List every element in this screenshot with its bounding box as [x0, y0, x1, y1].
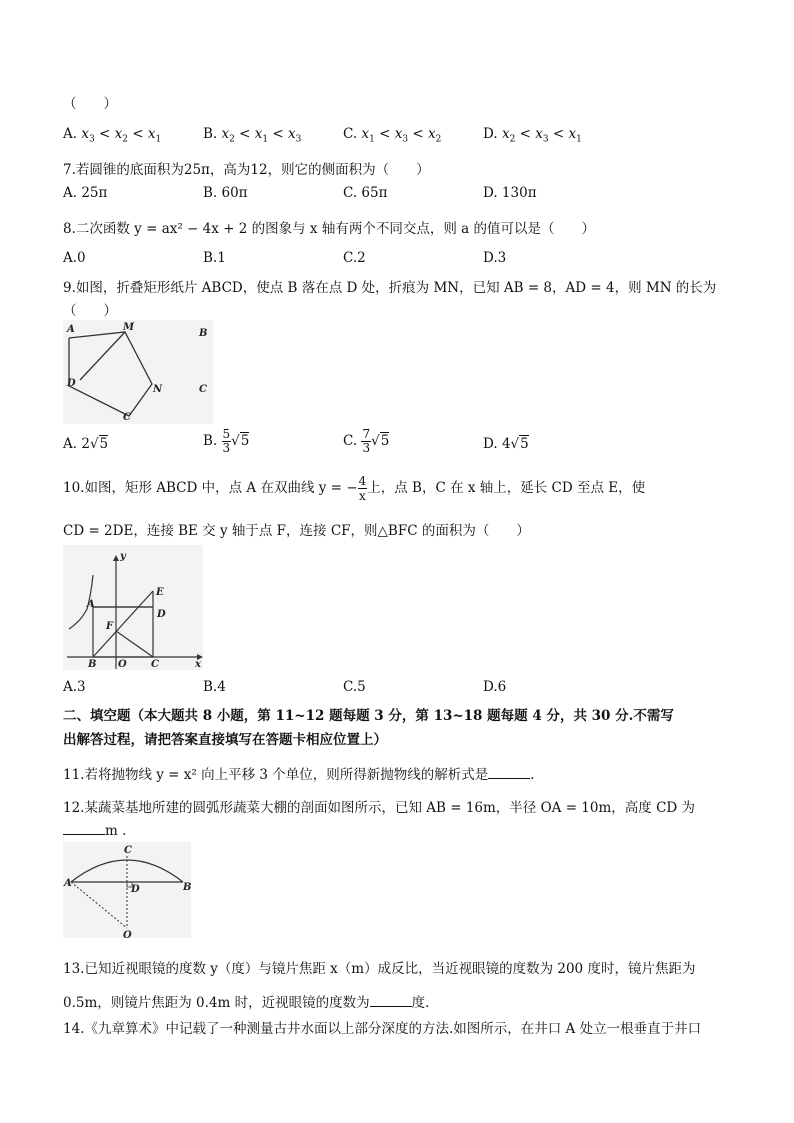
- option-c: C. $\frac{7}{3}$ √5: [343, 427, 390, 455]
- numerator: 4: [358, 474, 367, 488]
- variable: x: [147, 126, 156, 142]
- option-b: B. $\frac{5}{3}$ √5: [203, 427, 250, 455]
- question-13-stem: 13.已知近视眼镜的度数 y（度）与镜片焦距 x（m）成反比，当近视眼镜的度数为 200 度时，镜片焦距为: [63, 961, 696, 977]
- radicand: 5: [520, 436, 529, 452]
- label-a: A: [64, 878, 72, 889]
- subscript: 2: [122, 134, 128, 145]
- answer-blank[interactable]: [488, 766, 530, 779]
- option-label: B.: [203, 126, 222, 142]
- radicand: 5: [240, 433, 250, 449]
- option-b: B.4: [203, 679, 226, 695]
- subscript: 1: [262, 134, 269, 145]
- variable: x: [535, 126, 543, 142]
- question-7-stem: 7.若圆锥的底面积为25π，高为12，则它的侧面积为（ ）: [63, 162, 430, 178]
- label-f: F: [106, 621, 114, 632]
- variable: x: [81, 126, 89, 142]
- radicand: 5: [99, 436, 109, 452]
- subscript: 1: [369, 134, 375, 145]
- fraction: [222, 428, 232, 455]
- question-13-line2: [63, 991, 429, 1011]
- subscript: 2: [229, 134, 235, 145]
- less-than-sign: <: [408, 126, 428, 142]
- question-10-stem-line2: CD = 2DE，连接 BE 交 y 轴于点 F，连接 CF，则△BFC 的面积为（ ）: [63, 523, 530, 539]
- label-o: O: [123, 930, 132, 941]
- numerator: 5: [222, 427, 231, 441]
- question-6-paren: （ ）: [63, 96, 117, 112]
- variable: x: [361, 126, 370, 142]
- subscript: 3: [295, 134, 302, 145]
- label-m: M: [123, 322, 135, 333]
- section-2-header-line2: 出解答过程，请把答案直接填写在答题卡相应位置上）: [63, 732, 387, 748]
- variable: x: [221, 126, 230, 142]
- option-label: D.: [483, 436, 502, 452]
- stem-part-b: 上，点 B，C 在 x 轴上，延长 CD 至点 E，使: [367, 480, 646, 496]
- label-c: C: [151, 659, 159, 670]
- label-d: D: [157, 609, 166, 620]
- answer-blank[interactable]: [63, 822, 105, 835]
- coefficient: 2: [81, 436, 90, 452]
- question-9-stem: 9.如图，折叠矩形纸片 ABCD，使点 B 落在点 D 处，折痕为 MN，已知 AB = 8，AD = 4，则 MN 的长为: [63, 280, 717, 296]
- label-a: A: [87, 599, 95, 610]
- option-c: C. 65π: [343, 185, 388, 201]
- option-b: B. 60π: [203, 185, 248, 201]
- subscript: 3: [402, 134, 409, 145]
- question-11: [63, 763, 535, 783]
- numerator: 7: [362, 427, 371, 441]
- less-than-sign: <: [548, 126, 569, 142]
- label-o: O: [118, 659, 127, 670]
- subscript: 1: [155, 134, 162, 145]
- label-b: B: [183, 882, 192, 893]
- option-d: D.6: [483, 679, 507, 695]
- variable: x: [114, 126, 123, 142]
- question-12-stem: 12.某蔬菜基地所建的圆弧形蔬菜大棚的剖面如图所示，已知 AB = 16m，半径 OA = 10m，高度 CD 为: [63, 800, 696, 816]
- option-d: D. 130π: [483, 185, 537, 201]
- label-x: x: [195, 659, 201, 670]
- option-b: [203, 126, 301, 145]
- subscript: 3: [542, 134, 549, 145]
- fraction: [358, 474, 368, 503]
- option-label: B.: [203, 433, 222, 449]
- question-end: .: [530, 767, 535, 783]
- question-7-options: [63, 185, 743, 203]
- stem-part-a: 10.如图，矩形 ABCD 中，点 A 在双曲线 y = −: [63, 480, 358, 496]
- option-label: C.: [343, 433, 362, 449]
- coefficient: 4: [501, 436, 511, 452]
- answer-blank[interactable]: [370, 994, 412, 1007]
- option-d: [483, 126, 582, 145]
- option-c: [343, 126, 441, 145]
- question-8-stem: 8.二次函数 y = ax² − 4x + 2 的图象与 x 轴有两个不同交点，则 a 的值可以是（ ）: [63, 221, 595, 237]
- label-b: B: [199, 328, 208, 339]
- label-c-bottom: C: [123, 412, 131, 423]
- question-12-answer-line: [63, 822, 126, 839]
- label-d: D: [67, 378, 76, 389]
- option-c: C.5: [343, 679, 366, 695]
- denominator: x: [359, 489, 366, 503]
- variable: x: [427, 126, 436, 142]
- option-a: A. 2√5: [63, 436, 109, 452]
- variable: x: [501, 126, 510, 142]
- option-label: C.: [343, 126, 362, 142]
- option-a: [63, 126, 161, 145]
- denominator: 3: [222, 441, 231, 455]
- less-than-sign: <: [94, 126, 115, 142]
- less-than-sign: <: [127, 126, 148, 142]
- question-10-figure: [63, 545, 211, 673]
- option-a: A.3: [63, 679, 86, 695]
- question-end: 度.: [411, 995, 430, 1011]
- option-d: D. 4√5: [483, 436, 529, 452]
- option-d: D.3: [483, 250, 507, 266]
- subscript: 2: [509, 134, 516, 145]
- option-b: B.1: [203, 250, 226, 266]
- label-c-right: C: [199, 384, 207, 395]
- question-6-options: [63, 126, 743, 144]
- denominator: 3: [362, 441, 371, 455]
- variable: x: [394, 126, 403, 142]
- option-a: A.0: [63, 250, 86, 266]
- question-text: 11.若将抛物线 y = x² 向上平移 3 个单位，则所得新抛物线的解析式是: [63, 767, 489, 783]
- option-label: D.: [483, 126, 502, 142]
- label-d: D: [131, 884, 140, 895]
- question-10-stem: [63, 470, 645, 506]
- label-b: B: [88, 659, 97, 670]
- variable: x: [288, 126, 296, 142]
- variable: x: [254, 126, 263, 142]
- question-12-figure: [63, 842, 195, 942]
- option-c: C.2: [343, 250, 366, 266]
- subscript: 3: [88, 134, 95, 145]
- option-label: A.: [63, 436, 82, 452]
- option-a: A. 25π: [63, 185, 108, 201]
- question-9-paren: （ ）: [63, 303, 117, 319]
- radicand: 5: [380, 433, 390, 449]
- question-10-options: [63, 679, 743, 697]
- question-14-stem: 14.《九章算术》中记载了一种测量古井水面以上部分深度的方法.如图所示，在井口 A 处立一根垂直于井口: [63, 1021, 702, 1037]
- subscript: 2: [435, 134, 442, 145]
- less-than-sign: <: [515, 126, 536, 142]
- question-8-options: [63, 250, 743, 268]
- option-label: A.: [63, 126, 82, 142]
- question-9-options: [63, 427, 743, 464]
- subscript: 1: [576, 134, 582, 145]
- less-than-sign: <: [374, 126, 395, 142]
- unit-text: m .: [105, 823, 127, 839]
- label-c: C: [124, 845, 132, 856]
- section-2-header-line1: 二、填空题（本大题共 8 小题，第 11~12 题每题 3 分，第 13~18 题每题 4 分，共 30 分.不需写: [63, 708, 674, 724]
- label-n: N: [153, 384, 163, 395]
- less-than-sign: <: [234, 126, 255, 142]
- label-e: E: [156, 587, 164, 598]
- variable: x: [568, 126, 577, 142]
- fraction: [361, 428, 371, 455]
- less-than-sign: <: [268, 126, 289, 142]
- label-y: y: [120, 551, 126, 562]
- question-text: 0.5m，则镜片焦距为 0.4m 时，近视眼镜的度数为: [63, 995, 370, 1011]
- label-a: A: [67, 324, 75, 335]
- question-9-figure: [63, 320, 223, 424]
